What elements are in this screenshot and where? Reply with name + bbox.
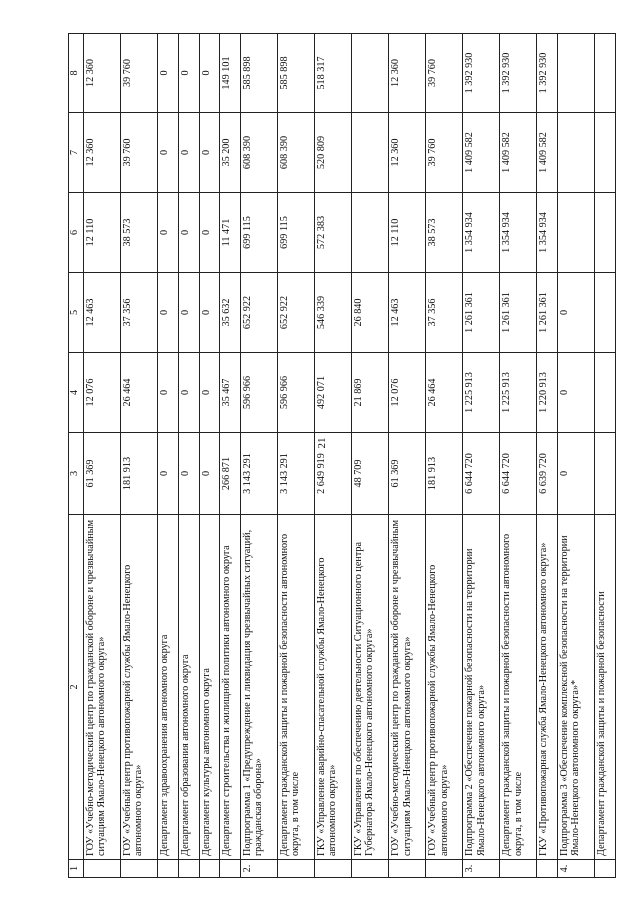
table-header bbox=[69, 34, 84, 878]
value-cell: 0 bbox=[558, 433, 595, 515]
value-cell: 585 898 bbox=[277, 34, 314, 113]
value-cell: 0 bbox=[558, 273, 595, 353]
row-number-cell bbox=[389, 860, 426, 878]
value-cell: 1 354 934 bbox=[537, 193, 558, 273]
row-number-cell bbox=[199, 860, 220, 878]
value-cell: 12 110 bbox=[389, 193, 426, 273]
value-cell: 26 840 bbox=[352, 273, 389, 353]
value-cell bbox=[558, 34, 595, 113]
value-cell: 12 076 bbox=[389, 353, 426, 433]
row-number-cell bbox=[158, 860, 179, 878]
row-name-cell: ГКУ «Управление по обеспечению деятельности Ситуационного центра Губернатора Ямало-Ненецкого автономного округа» bbox=[352, 515, 389, 860]
value-cell: 608 390 bbox=[277, 113, 314, 193]
header-row bbox=[69, 34, 84, 878]
value-cell bbox=[558, 193, 595, 273]
row-name-cell: Департамент культуры автономного округа bbox=[199, 515, 220, 860]
value-cell: 37 356 bbox=[121, 273, 158, 353]
value-cell bbox=[595, 273, 616, 353]
value-cell: 572 383 bbox=[315, 193, 352, 273]
value-cell: 518 317 bbox=[315, 34, 352, 113]
value-cell: 1 261 361 bbox=[537, 273, 558, 353]
value-cell: 38 573 bbox=[426, 193, 463, 273]
row-number-cell: 4. bbox=[558, 860, 595, 878]
value-cell: 0 bbox=[199, 433, 220, 515]
value-cell: 0 bbox=[158, 113, 179, 193]
value-cell: 1 220 913 bbox=[537, 353, 558, 433]
value-cell: 39 760 bbox=[426, 34, 463, 113]
value-cell bbox=[595, 353, 616, 433]
table-row bbox=[199, 34, 220, 878]
table-row bbox=[158, 34, 179, 878]
value-cell bbox=[595, 433, 616, 515]
value-cell bbox=[352, 193, 389, 273]
value-cell: 6 644 720 bbox=[463, 433, 500, 515]
value-cell: 0 bbox=[178, 273, 199, 353]
row-number-cell bbox=[84, 860, 121, 878]
value-cell: 596 966 bbox=[277, 353, 314, 433]
value-cell: 12 360 bbox=[389, 34, 426, 113]
value-cell: 1 354 934 bbox=[463, 193, 500, 273]
value-cell: 0 bbox=[178, 353, 199, 433]
header-cell: 4 bbox=[69, 353, 84, 433]
row-name-cell: Департамент гражданской защиты и пожарной безопасности автономного округа, в том числе bbox=[500, 515, 537, 860]
value-cell: 699 115 bbox=[240, 193, 277, 273]
value-cell: 652 922 bbox=[277, 273, 314, 353]
table-box bbox=[68, 34, 616, 878]
table-row bbox=[315, 34, 352, 878]
value-cell: 520 809 bbox=[315, 113, 352, 193]
value-cell: 37 356 bbox=[426, 273, 463, 353]
table-row bbox=[121, 34, 158, 878]
value-cell: 12 076 bbox=[84, 353, 121, 433]
row-number-cell bbox=[500, 860, 537, 878]
value-cell: 11 471 bbox=[220, 193, 241, 273]
value-cell: 1 225 913 bbox=[463, 353, 500, 433]
value-cell bbox=[352, 113, 389, 193]
row-name-cell: ГОУ «Учебно-методический центр по гражданской обороне и чрезвычайным ситуациям Ямало-Ненецкого автономного округа» bbox=[84, 515, 121, 860]
page-number: 21 bbox=[316, 437, 328, 449]
table-row bbox=[537, 34, 558, 878]
table-row bbox=[277, 34, 314, 878]
value-cell: 39 760 bbox=[121, 34, 158, 113]
value-cell: 0 bbox=[199, 273, 220, 353]
value-cell: 0 bbox=[199, 193, 220, 273]
value-cell: 585 898 bbox=[240, 34, 277, 113]
value-cell: 492 071 bbox=[315, 353, 352, 433]
value-cell: 0 bbox=[558, 353, 595, 433]
value-cell: 39 760 bbox=[121, 113, 158, 193]
value-cell: 0 bbox=[178, 113, 199, 193]
value-cell: 35 200 bbox=[220, 113, 241, 193]
table-row bbox=[84, 34, 121, 878]
value-cell: 0 bbox=[158, 193, 179, 273]
value-cell: 61 369 bbox=[84, 433, 121, 515]
value-cell: 0 bbox=[178, 34, 199, 113]
value-cell: 12 360 bbox=[389, 113, 426, 193]
header-cell: 6 bbox=[69, 193, 84, 273]
row-name-cell: Департамент гражданской защиты и пожарной безопасности автономного округа, в том числе bbox=[277, 515, 314, 860]
row-name-cell: Департамент строительства и жилищной политики автономного округа bbox=[220, 515, 241, 860]
value-cell: 1 261 361 bbox=[463, 273, 500, 353]
header-cell: 2 bbox=[69, 515, 84, 860]
value-cell: 0 bbox=[178, 193, 199, 273]
value-cell bbox=[558, 113, 595, 193]
header-cell: 5 bbox=[69, 273, 84, 353]
value-cell: 546 339 bbox=[315, 273, 352, 353]
value-cell: 12 463 bbox=[389, 273, 426, 353]
header-cell: 8 bbox=[69, 34, 84, 113]
table-row bbox=[240, 34, 277, 878]
row-name-cell: Департамент гражданской защиты и пожарной безопасности bbox=[595, 515, 616, 860]
table-row bbox=[558, 34, 595, 878]
value-cell: 6 639 720 bbox=[537, 433, 558, 515]
budget-table bbox=[68, 33, 616, 878]
value-cell: 26 464 bbox=[426, 353, 463, 433]
table-row bbox=[426, 34, 463, 878]
value-cell: 12 360 bbox=[84, 113, 121, 193]
row-number-cell: 2. bbox=[240, 860, 277, 878]
rotated-table-container bbox=[68, 34, 616, 878]
row-name-cell: ГКУ «Противопожарная служба Ямало-Ненецкого автономного округа» bbox=[537, 515, 558, 860]
row-name-cell: Департамент здравоохранения автономного округа bbox=[158, 515, 179, 860]
row-name-cell: Департамент образования автономного округа bbox=[178, 515, 199, 860]
table-row bbox=[178, 34, 199, 878]
value-cell: 0 bbox=[158, 34, 179, 113]
value-cell: 652 922 bbox=[240, 273, 277, 353]
value-cell: 149 101 bbox=[220, 34, 241, 113]
value-cell bbox=[352, 34, 389, 113]
value-cell: 12 360 bbox=[84, 34, 121, 113]
value-cell: 181 913 bbox=[121, 433, 158, 515]
row-name-cell: ГОУ «Учебно-методический центр по гражданской обороне и чрезвычайным ситуациям Ямало-Ненецкого автономного округа» bbox=[389, 515, 426, 860]
header-cell: 7 bbox=[69, 113, 84, 193]
row-name-cell: Подпрограмма 1 «Предупреждение и ликвидация чрезвычайных ситуаций, гражданская оборона» bbox=[240, 515, 277, 860]
row-number-cell bbox=[595, 860, 616, 878]
value-cell: 3 143 291 bbox=[277, 433, 314, 515]
table-row bbox=[463, 34, 500, 878]
value-cell: 0 bbox=[158, 273, 179, 353]
value-cell: 48 709 bbox=[352, 433, 389, 515]
value-cell: 0 bbox=[199, 34, 220, 113]
row-name-cell: ГОУ «Учебный центр противопожарной службы Ямало-Ненецкого автономного округа» bbox=[426, 515, 463, 860]
value-cell: 1 392 930 bbox=[500, 34, 537, 113]
value-cell: 1 225 913 bbox=[500, 353, 537, 433]
value-cell: 608 390 bbox=[240, 113, 277, 193]
row-number-cell bbox=[352, 860, 389, 878]
value-cell: 0 bbox=[158, 433, 179, 515]
value-cell: 38 573 bbox=[121, 193, 158, 273]
row-name-cell: ГКУ «Управление аварийно-спасательной службы Ямало-Ненецкого автономного округа» bbox=[315, 515, 352, 860]
row-number-cell: 3. bbox=[463, 860, 500, 878]
value-cell bbox=[595, 113, 616, 193]
value-cell: 1 409 582 bbox=[500, 113, 537, 193]
row-number-cell bbox=[277, 860, 314, 878]
table-row bbox=[352, 34, 389, 878]
value-cell bbox=[595, 34, 616, 113]
value-cell: 61 369 bbox=[389, 433, 426, 515]
row-name-cell: ГОУ «Учебный центр противопожарной службы Ямало-Ненецкого автономного округа» bbox=[121, 515, 158, 860]
value-cell: 0 bbox=[158, 353, 179, 433]
row-number-cell bbox=[220, 860, 241, 878]
value-cell: 596 966 bbox=[240, 353, 277, 433]
value-cell: 699 115 bbox=[277, 193, 314, 273]
value-cell: 0 bbox=[199, 353, 220, 433]
value-cell: 0 bbox=[199, 113, 220, 193]
row-name-cell: Подпрограмма 2 «Обеспечение пожарной безопасности на территории Ямало-Ненецкого автономного округа» bbox=[463, 515, 500, 860]
value-cell: 35 467 bbox=[220, 353, 241, 433]
table-row bbox=[500, 34, 537, 878]
table-row bbox=[220, 34, 241, 878]
value-cell: 39 760 bbox=[426, 113, 463, 193]
value-cell: 1 261 361 bbox=[500, 273, 537, 353]
row-number-cell bbox=[121, 860, 158, 878]
row-number-cell bbox=[537, 860, 558, 878]
value-cell: 181 913 bbox=[426, 433, 463, 515]
value-cell: 1 392 930 bbox=[463, 34, 500, 113]
row-number-cell bbox=[315, 860, 352, 878]
value-cell: 21 869 bbox=[352, 353, 389, 433]
value-cell bbox=[595, 193, 616, 273]
value-cell: 6 644 720 bbox=[500, 433, 537, 515]
value-cell: 26 464 bbox=[121, 353, 158, 433]
row-number-cell bbox=[178, 860, 199, 878]
value-cell: 12 110 bbox=[84, 193, 121, 273]
value-cell: 2 649 919 bbox=[315, 433, 352, 515]
value-cell: 3 143 291 bbox=[240, 433, 277, 515]
header-cell: 3 bbox=[69, 433, 84, 515]
value-cell: 35 632 bbox=[220, 273, 241, 353]
value-cell: 0 bbox=[178, 433, 199, 515]
row-name-cell: Подпрограмма 3 «Обеспечение комплексной безопасности на территории Ямало-Ненецкого автономного округа»* bbox=[558, 515, 595, 860]
table-row bbox=[389, 34, 426, 878]
value-cell: 266 871 bbox=[220, 433, 241, 515]
table-body bbox=[84, 34, 616, 878]
value-cell: 1 409 582 bbox=[463, 113, 500, 193]
value-cell: 1 354 934 bbox=[500, 193, 537, 273]
table-row bbox=[595, 34, 616, 878]
value-cell: 1 392 930 bbox=[537, 34, 558, 113]
header-cell: 1 bbox=[69, 860, 84, 878]
row-number-cell bbox=[426, 860, 463, 878]
value-cell: 1 409 582 bbox=[537, 113, 558, 193]
value-cell: 12 463 bbox=[84, 273, 121, 353]
